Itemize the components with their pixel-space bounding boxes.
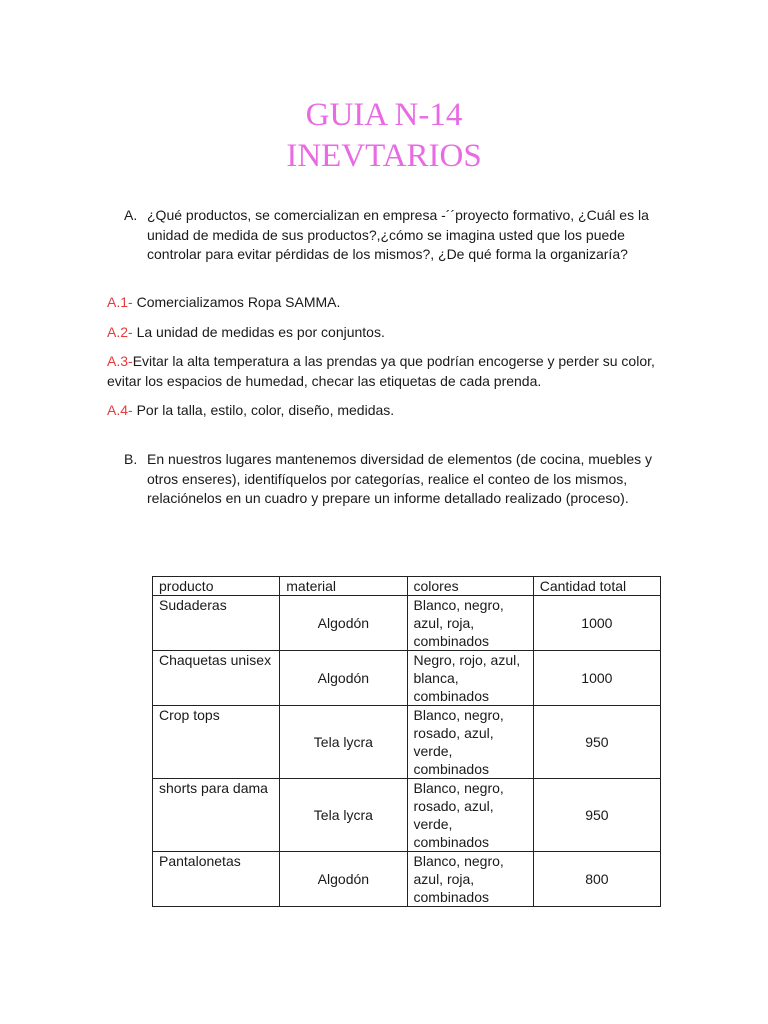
answer-a1-label: A.1- xyxy=(107,294,133,310)
cell-colores: Blanco, negro, azul, roja, combinados xyxy=(407,596,533,651)
table-row xyxy=(153,779,661,852)
table-row xyxy=(153,706,661,779)
cell-material: Algodón xyxy=(280,596,407,651)
answer-a4 xyxy=(107,400,667,420)
cell-colores: Negro, rojo, azul, blanca, combinados xyxy=(407,651,533,706)
question-a-marker: A. xyxy=(124,207,138,223)
question-b-text: En nuestros lugares mantenemos diversidad de elementos (de cocina, muebles y otros enseres), identifíquelos por categorías, realice el conteo de los mismos, relaciónelos en un cuadro y prepare un informe detallado realizado (proceso). xyxy=(147,451,653,506)
cell-cantidad: 1000 xyxy=(533,596,660,651)
cell-colores: Blanco, negro, rosado, azul, verde, combinados xyxy=(407,779,533,852)
answer-a3-label: A.3- xyxy=(107,353,133,369)
question-a-text: ¿Qué productos, se comercializan en empresa -´´proyecto formativo, ¿Cuál es la unidad de medida de sus productos?,¿cómo se imagina usted que los puede controlar para evitar pérdidas de los mismos?, ¿De qué forma la organizaría? xyxy=(147,207,649,262)
answer-a4-label: A.4- xyxy=(107,402,133,418)
inventory-table xyxy=(152,576,661,907)
answer-a2-label: A.2- xyxy=(107,324,133,340)
cell-material: Tela lycra xyxy=(280,706,407,779)
cell-producto: Pantalonetas xyxy=(153,852,280,907)
table-row xyxy=(153,651,661,706)
cell-cantidad: 950 xyxy=(533,706,660,779)
cell-producto: Chaquetas unisex xyxy=(153,651,280,706)
cell-cantidad: 1000 xyxy=(533,651,660,706)
document-subtitle: INEVTARIOS xyxy=(286,138,482,174)
answer-a1-text: Comercializamos Ropa SAMMA. xyxy=(132,294,341,310)
table-header-row xyxy=(153,577,661,596)
cell-producto: shorts para dama xyxy=(153,779,280,852)
answer-a3-text: Evitar la alta temperatura a las prendas ya que podrían encogerse y perder su color, evitar los espacios de humedad, checar las etiquetas de cada prenda. xyxy=(107,353,655,389)
cell-producto: Sudaderas xyxy=(153,596,280,651)
header-colores: colores xyxy=(407,577,533,596)
header-material: material xyxy=(280,577,407,596)
table-row xyxy=(153,852,661,907)
answer-a2 xyxy=(107,322,667,342)
question-b xyxy=(124,450,664,532)
question-a xyxy=(124,206,664,288)
cell-colores: Blanco, negro, azul, roja, combinados xyxy=(407,852,533,907)
answer-a4-text: Por la talla, estilo, color, diseño, medidas. xyxy=(132,402,395,418)
cell-material: Tela lycra xyxy=(280,779,407,852)
cell-colores: Blanco, negro, rosado, azul, verde, combinados xyxy=(407,706,533,779)
header-cantidad: Cantidad total xyxy=(533,577,660,596)
answer-a2-text: La unidad de medidas es por conjuntos. xyxy=(132,324,385,340)
answer-a1 xyxy=(107,292,667,312)
document-title: GUIA N-14 xyxy=(305,97,463,133)
answer-a3 xyxy=(107,351,667,391)
cell-cantidad: 800 xyxy=(533,852,660,907)
cell-material: Algodón xyxy=(280,651,407,706)
table-row xyxy=(153,596,661,651)
cell-material: Algodón xyxy=(280,852,407,907)
question-b-marker: B. xyxy=(124,451,138,467)
cell-producto: Crop tops xyxy=(153,706,280,779)
cell-cantidad: 950 xyxy=(533,779,660,852)
header-producto: producto xyxy=(153,577,280,596)
